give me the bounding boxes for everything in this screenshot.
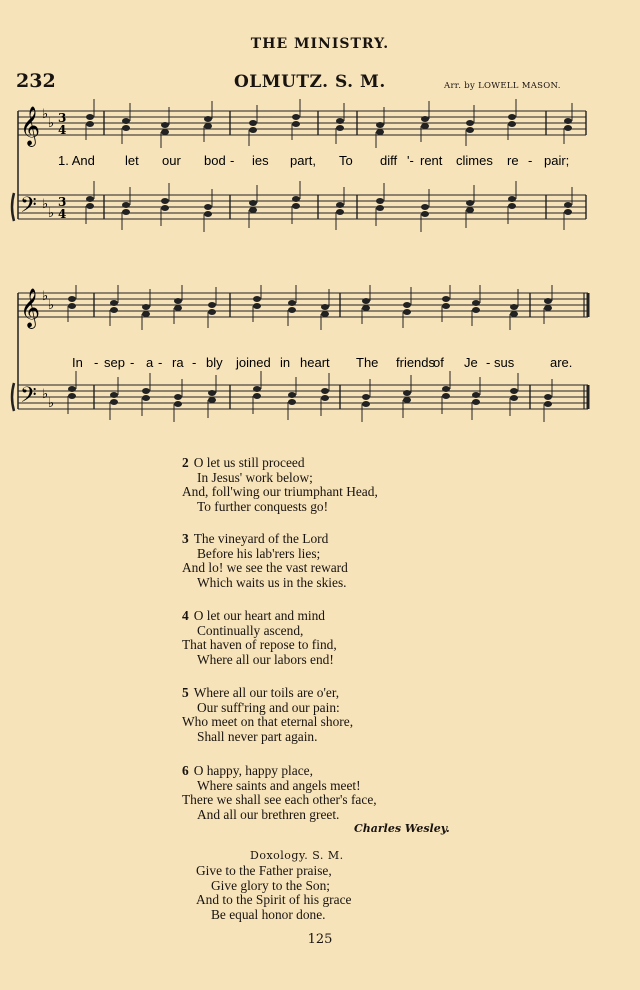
lyric-syllable: of <box>433 355 444 370</box>
doxology-line: Give glory to the Son; <box>211 877 331 893</box>
note-head <box>403 302 411 308</box>
stanza-line-text: There we shall see each other's face, <box>182 792 377 808</box>
note-head <box>292 196 300 202</box>
lyric-syllable: Je <box>464 355 478 370</box>
note-head <box>510 311 518 317</box>
note-head <box>142 395 150 401</box>
section-title: THE MINISTRY. <box>250 36 390 52</box>
note-head <box>376 122 384 128</box>
note-head <box>362 298 370 304</box>
stanza-line-text: That haven of repose to find, <box>182 637 337 653</box>
note-head <box>86 121 94 127</box>
note-head <box>208 397 216 403</box>
lyric-syllable: - <box>528 153 533 168</box>
note-head <box>122 125 130 131</box>
note-head <box>321 304 329 310</box>
note-head <box>174 401 182 407</box>
note-head <box>68 393 76 399</box>
note-head <box>110 300 118 306</box>
note-head <box>122 209 130 215</box>
note-head <box>321 311 329 317</box>
stanza-number: 2 <box>182 455 189 470</box>
flat-sign-icon: ♭ <box>42 289 49 304</box>
note-head <box>110 307 118 313</box>
stanza-line-text: Where all our labors end! <box>197 651 334 667</box>
stanza-line-text: Shall never part again. <box>197 728 318 744</box>
note-head <box>472 399 480 405</box>
note-head <box>249 120 257 126</box>
note-head <box>403 309 411 315</box>
time-signature-top-num: 3 <box>58 111 67 125</box>
stanza-line-text: Before his lab'rers lies; <box>197 545 321 561</box>
note-head <box>142 388 150 394</box>
note-head <box>362 305 370 311</box>
stanza-line-text: To further conquests go! <box>197 498 329 514</box>
note-head <box>288 307 296 313</box>
note-head <box>544 401 552 407</box>
stanza-3 <box>182 532 348 590</box>
note-head <box>472 392 480 398</box>
note-head <box>564 209 572 215</box>
author-credit: Charles Wesley. <box>354 822 450 835</box>
stanza-line <box>182 561 348 576</box>
time-signature-bass-num: 3 <box>58 195 67 209</box>
note-head <box>510 395 518 401</box>
stanza-number: 3 <box>182 531 189 546</box>
note-head <box>403 397 411 403</box>
note-head <box>174 394 182 400</box>
note-head <box>336 209 344 215</box>
lyric-syllable: sus <box>494 355 515 370</box>
stanza-line <box>182 609 337 624</box>
note-head <box>68 303 76 309</box>
stanza-line <box>182 715 353 730</box>
note-head <box>362 401 370 407</box>
stanza-line <box>182 576 348 591</box>
doxology-line: Give to the Father praise, <box>196 863 332 878</box>
flat-sign-icon: ♭ <box>42 387 49 402</box>
note-head <box>321 388 329 394</box>
lyric-syllable: friends <box>396 355 436 370</box>
note-head <box>288 300 296 306</box>
doxology-line: Be equal honor done. <box>211 906 326 922</box>
lyric-syllable: bod <box>204 153 226 168</box>
note-head <box>288 399 296 405</box>
note-head <box>122 118 130 124</box>
stanza-line <box>182 547 348 562</box>
lyric-syllable: part, <box>290 153 317 168</box>
page-number: 125 <box>307 932 333 947</box>
flat-sign-icon: ♭ <box>48 116 55 131</box>
stanza-line-text: The vineyard of the Lord <box>193 531 329 546</box>
note-head <box>208 309 216 315</box>
note-head <box>208 390 216 396</box>
time-signature-bass-den: 4 <box>58 207 67 221</box>
lyric-syllable: pair; <box>544 153 570 168</box>
stanza-line-text: Where all our toils are o'er, <box>193 685 340 700</box>
note-head <box>466 127 474 133</box>
note-head <box>161 122 169 128</box>
lyric-syllable: To <box>339 153 353 168</box>
lyric-syllable: diff <box>380 153 398 168</box>
lyric-syllable: - <box>192 355 197 370</box>
lyric-syllable: ies <box>252 153 269 168</box>
note-head <box>544 394 552 400</box>
lyric-syllable: our <box>162 153 181 168</box>
stanza-line-text: Our suff'ring and our pain: <box>197 699 340 715</box>
bass-clef-icon: 𝄢 <box>20 383 37 413</box>
note-head <box>466 120 474 126</box>
lyric-syllable: re <box>507 153 519 168</box>
note-head <box>510 388 518 394</box>
lyric-syllable: climes <box>456 153 493 168</box>
note-head <box>110 392 118 398</box>
lyrics-line-2 <box>72 355 572 370</box>
note-head <box>508 114 516 120</box>
note-head <box>336 125 344 131</box>
note-head <box>292 203 300 209</box>
note-head <box>122 202 130 208</box>
note-head <box>204 204 212 210</box>
treble-clef-icon: 𝄞 <box>20 288 41 328</box>
stanza-line-text: O let our heart and mind <box>193 608 325 623</box>
lyric-syllable: heart <box>300 355 330 370</box>
stanza-number: 6 <box>182 763 189 778</box>
lyric-syllable: - <box>130 355 135 370</box>
note-head <box>321 395 329 401</box>
note-head <box>421 123 429 129</box>
lyric-syllable: The <box>356 355 379 370</box>
note-head <box>253 393 261 399</box>
note-head <box>288 392 296 398</box>
note-head <box>253 296 261 302</box>
lyric-syllable: are. <box>550 355 573 370</box>
lyric-syllable: - <box>158 355 163 370</box>
stanza-4 <box>182 609 337 667</box>
flat-sign-icon: ♭ <box>42 107 49 122</box>
note-head <box>442 386 450 392</box>
lyric-syllable: - <box>94 355 99 370</box>
stanza-line <box>182 686 353 701</box>
note-head <box>86 203 94 209</box>
note-head <box>466 200 474 206</box>
stanza-number: 5 <box>182 685 189 700</box>
hymn-number: 232 <box>16 70 56 92</box>
note-head <box>249 207 257 213</box>
note-head <box>204 116 212 122</box>
note-head <box>466 207 474 213</box>
stanza-2 <box>182 456 378 514</box>
stanza-line <box>182 779 377 794</box>
stanza-line <box>182 638 337 653</box>
note-head <box>421 116 429 122</box>
stanza-line <box>182 730 353 745</box>
lyric-syllable: in <box>280 355 291 370</box>
bass-clef-icon: 𝄢 <box>20 193 37 223</box>
tune-name: OLMUTZ. S. M. <box>234 72 386 92</box>
stanza-line-text: Continually ascend, <box>197 622 304 638</box>
stanza-5 <box>182 686 353 744</box>
note-head <box>376 198 384 204</box>
stanza-line <box>182 624 337 639</box>
note-head <box>442 303 450 309</box>
note-head <box>68 296 76 302</box>
lyric-syllable: rent <box>420 153 443 168</box>
stanza-line-text: And all our brethren greet. <box>197 806 340 822</box>
lyric-syllable: bly <box>206 355 223 370</box>
arranger-credit: Arr. by LOWELL MASON. <box>444 81 561 91</box>
note-head <box>142 304 150 310</box>
stanza-line <box>182 808 377 823</box>
note-head <box>174 298 182 304</box>
note-head <box>68 386 76 392</box>
note-head <box>292 114 300 120</box>
note-head <box>442 393 450 399</box>
stanza-line <box>182 456 378 471</box>
note-head <box>253 386 261 392</box>
note-head <box>249 200 257 206</box>
note-head <box>508 121 516 127</box>
stanza-line <box>182 701 353 716</box>
flat-sign-icon: ♭ <box>48 396 55 411</box>
lyric-syllable: sep <box>104 355 125 370</box>
lyric-syllable: '- <box>407 153 414 168</box>
note-head <box>362 394 370 400</box>
treble-clef-icon: 𝄞 <box>20 106 41 146</box>
note-head <box>508 196 516 202</box>
note-head <box>544 305 552 311</box>
note-head <box>510 304 518 310</box>
stanza-line-text: Where saints and angels meet! <box>197 777 361 793</box>
stanza-line <box>182 764 377 779</box>
note-head <box>564 202 572 208</box>
lyric-syllable: - <box>486 355 491 370</box>
lyric-syllable: 1. And <box>58 153 95 168</box>
flat-sign-icon: ♭ <box>42 197 49 212</box>
doxology-line: And to the Spirit of his grace <box>196 892 352 908</box>
lyric-syllable: In <box>72 355 83 370</box>
note-head <box>442 296 450 302</box>
lyrics-line-1 <box>58 153 569 168</box>
stanza-line-text: Who meet on that eternal shore, <box>182 714 354 730</box>
stanza-line <box>182 485 378 500</box>
note-head <box>292 121 300 127</box>
stanza-line-text: And, foll'wing our triumphant Head, <box>182 484 378 500</box>
stanza-line-text: Which waits us in the skies. <box>197 574 347 590</box>
note-head <box>336 202 344 208</box>
lyric-syllable: - <box>230 153 235 168</box>
stanza-line-text: O let us still proceed <box>193 455 305 470</box>
note-head <box>204 211 212 217</box>
note-head <box>421 211 429 217</box>
stanza-line <box>182 500 378 515</box>
doxology-text <box>196 864 351 922</box>
note-head <box>336 118 344 124</box>
flat-sign-icon: ♭ <box>48 298 55 313</box>
note-head <box>161 129 169 135</box>
music-system-2 <box>0 285 640 445</box>
note-head <box>508 203 516 209</box>
note-head <box>564 118 572 124</box>
note-head <box>253 303 261 309</box>
note-head <box>376 129 384 135</box>
music-system-1 <box>0 95 640 255</box>
note-head <box>142 311 150 317</box>
bass-brace <box>12 383 14 411</box>
lyric-syllable: joined <box>236 355 271 370</box>
note-head <box>174 305 182 311</box>
stanza-line <box>182 793 377 808</box>
lyric-syllable: ra <box>172 355 184 370</box>
stanza-line-text: O happy, happy place, <box>193 763 313 778</box>
bass-brace <box>12 193 14 221</box>
note-head <box>204 123 212 129</box>
stanza-6 <box>182 764 377 822</box>
time-signature-top-den: 4 <box>58 123 67 137</box>
note-head <box>249 127 257 133</box>
stanza-line <box>182 653 337 668</box>
stanza-line-text: And lo! we see the vast reward <box>182 560 348 576</box>
note-head <box>472 307 480 313</box>
lyric-syllable: a <box>146 355 154 370</box>
stanza-line <box>182 532 348 547</box>
note-head <box>472 300 480 306</box>
note-head <box>544 298 552 304</box>
stanza-line-text: In Jesus' work below; <box>197 469 313 485</box>
lyric-syllable: let <box>125 153 139 168</box>
note-head <box>208 302 216 308</box>
note-head <box>161 205 169 211</box>
note-head <box>376 205 384 211</box>
note-head <box>421 204 429 210</box>
note-head <box>110 399 118 405</box>
note-head <box>161 198 169 204</box>
note-head <box>86 196 94 202</box>
stanza-line <box>182 471 378 486</box>
doxology-title: Doxology. S. M. <box>250 849 344 862</box>
note-head <box>564 125 572 131</box>
flat-sign-icon: ♭ <box>48 206 55 221</box>
note-head <box>403 390 411 396</box>
note-head <box>86 114 94 120</box>
stanza-number: 4 <box>182 608 189 623</box>
